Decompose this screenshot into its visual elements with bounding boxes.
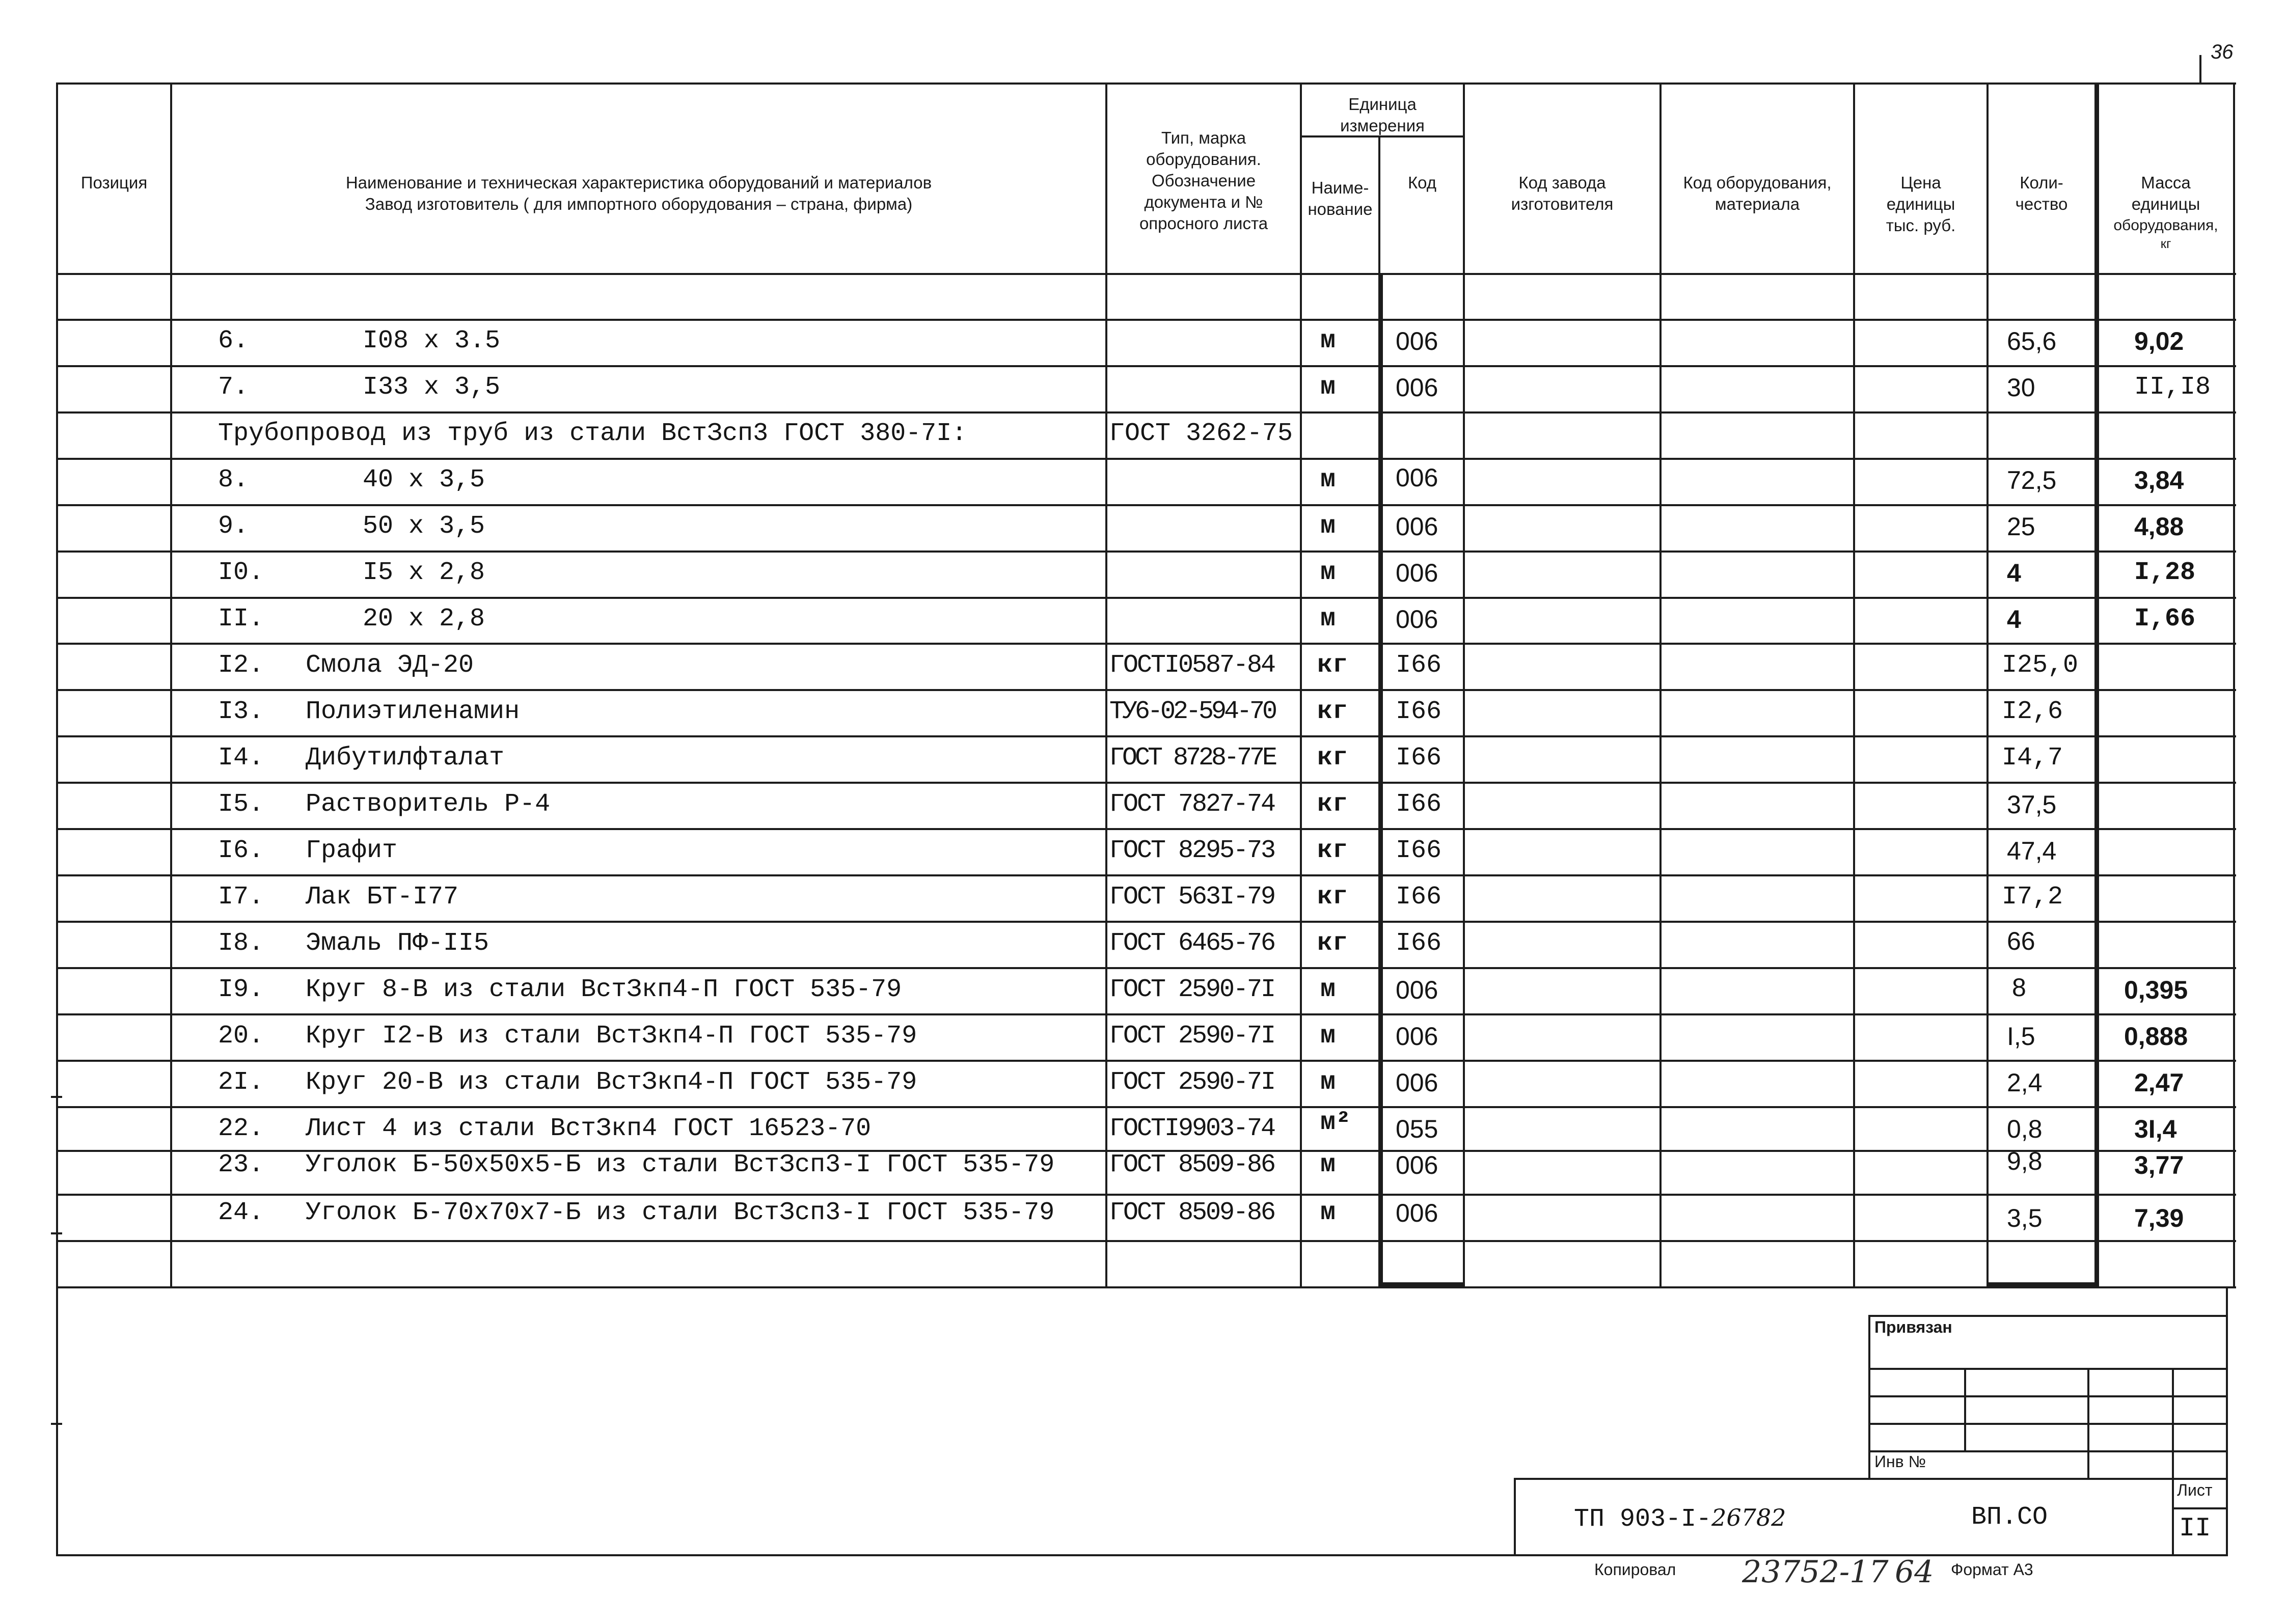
row-number: I0. — [218, 558, 264, 587]
stamp-project-code: ТП 903-I-26782 — [1574, 1504, 1786, 1534]
row-quantity: 4 — [2007, 559, 2021, 587]
row-unit: кг — [1317, 697, 1348, 726]
row-number: 6. — [218, 326, 249, 355]
row-code: 006 — [1396, 373, 1438, 402]
row-doc: ТУ6-02-594-70 — [1109, 697, 1275, 726]
row-unit: м — [1320, 604, 1336, 634]
row-code: 055 — [1396, 1115, 1438, 1143]
row-quantity: 9,8 — [2007, 1147, 2043, 1175]
row-code: I66 — [1396, 929, 1442, 958]
row-code: I66 — [1396, 883, 1442, 912]
footer-copied-label: Копировал — [1594, 1560, 1676, 1579]
row-mass: 3,84 — [2134, 466, 2184, 494]
stamp-bound-label: Привязан — [1874, 1318, 1952, 1336]
row-number: I9. — [218, 975, 264, 1004]
row-doc: ГОСТ 8509-86 — [1109, 1150, 1275, 1179]
header-unit-name: Наиме- нование — [1308, 178, 1373, 218]
row-quantity: 4 — [2007, 605, 2021, 634]
row-unit: м — [1320, 1068, 1336, 1097]
row-unit: м — [1320, 1022, 1336, 1051]
row-name: Эмаль ПФ-II5 — [306, 929, 489, 958]
stamp-inventory-label: Инв № — [1874, 1452, 1926, 1471]
row-unit: м — [1320, 1198, 1336, 1227]
row-quantity: 25 — [2007, 512, 2035, 541]
row-number: 2I. — [218, 1068, 264, 1097]
header-factory-code: Код завода изготовителя — [1511, 173, 1614, 213]
row-number: II. — [218, 604, 264, 634]
row-code: 006 — [1396, 327, 1438, 355]
row-code: I66 — [1396, 697, 1442, 726]
stamp-section: ВП.СО — [1971, 1503, 2048, 1532]
row-quantity: 8 — [2012, 973, 2026, 1002]
group-doc: ГОСТ 3262-75 — [1109, 419, 1293, 448]
row-doc: ГОСТ 2590-7I — [1109, 1068, 1275, 1097]
header-price: Цена единицы тыс. руб. — [1886, 173, 1956, 235]
row-name: I33 x 3,5 — [363, 373, 501, 402]
row-mass: 3I,4 — [2134, 1115, 2177, 1143]
row-unit: кг — [1317, 651, 1348, 680]
row-unit: м² — [1320, 1108, 1351, 1137]
row-number: 7. — [218, 373, 249, 402]
row-number: 22. — [218, 1114, 264, 1143]
row-number: 23. — [218, 1150, 264, 1179]
header-equipment-code: Код оборудования, материала — [1683, 173, 1832, 213]
row-doc: ГОСТ 7827-74 — [1109, 790, 1275, 819]
row-unit: м — [1320, 326, 1336, 355]
row-quantity: I4,7 — [2002, 744, 2063, 773]
row-unit: кг — [1317, 929, 1348, 958]
row-doc: ГОСТ 563I-79 — [1109, 883, 1275, 912]
row-name: I5 x 2,8 — [363, 558, 485, 587]
row-quantity: 37,5 — [2007, 790, 2057, 819]
row-mass: 7,39 — [2134, 1204, 2184, 1232]
row-name: Круг 20-В из стали ВстЗкп4-П ГОСТ 535-79 — [306, 1068, 917, 1097]
row-name: Дибутилфталат — [306, 744, 505, 773]
row-quantity: I25,0 — [2002, 651, 2079, 680]
row-code: 006 — [1396, 463, 1438, 492]
row-name: Уголок Б-50x50x5-Б из стали ВстЗсп3-I ГОСТ 535-79 — [306, 1150, 1055, 1179]
row-quantity: I,5 — [2007, 1022, 2035, 1051]
header-name: Наименование и техническая характеристика оборудований и материалов Завод изготовитель ( для импортного оборудования – страна, фирма) — [345, 173, 932, 213]
row-code: 006 — [1396, 1022, 1438, 1051]
row-name: 40 x 3,5 — [363, 465, 485, 494]
row-number: I2. — [218, 651, 264, 680]
row-mass: 3,77 — [2134, 1151, 2184, 1179]
row-code: I66 — [1396, 744, 1442, 773]
row-doc: ГОСТ 8728-77Е — [1109, 744, 1275, 773]
row-code: 006 — [1396, 512, 1438, 541]
row-quantity: 0,8 — [2007, 1115, 2043, 1143]
row-unit: м — [1320, 975, 1336, 1004]
row-code: 006 — [1396, 605, 1438, 634]
row-doc: ГОСТI9903-74 — [1109, 1114, 1275, 1143]
stamp-project-code-handwritten: 26782 — [1711, 1504, 1786, 1531]
row-quantity: 66 — [2007, 927, 2035, 955]
row-number: I5. — [218, 790, 264, 819]
row-number: 9. — [218, 512, 249, 541]
row-mass: I,28 — [2134, 558, 2196, 587]
row-code: I66 — [1396, 651, 1442, 680]
row-code: 006 — [1396, 1199, 1438, 1227]
row-name: Графит — [306, 836, 398, 865]
row-name: Уголок Б-70x70x7-Б из стали ВстЗсп3-I ГОСТ 535-79 — [306, 1198, 1055, 1227]
row-unit: м — [1320, 512, 1336, 541]
row-unit: кг — [1317, 790, 1348, 819]
row-quantity: 47,4 — [2007, 837, 2057, 865]
row-mass: 9,02 — [2134, 327, 2184, 355]
row-doc: ГОСТI0587-84 — [1109, 651, 1275, 680]
row-mass: 4,88 — [2134, 512, 2184, 541]
row-code: 006 — [1396, 1068, 1438, 1097]
header-unit: Единица измерения — [1340, 95, 1425, 135]
row-code: 006 — [1396, 1151, 1438, 1179]
row-number: 20. — [218, 1022, 264, 1051]
row-number: I3. — [218, 697, 264, 726]
row-mass: II,I8 — [2134, 373, 2211, 402]
row-name: Лак БТ-I77 — [306, 883, 459, 912]
row-code: 006 — [1396, 559, 1438, 587]
header-unit-code: Код — [1407, 173, 1437, 192]
footer-archive-number: 23752-17 — [1742, 1554, 1889, 1590]
group-name: Трубопровод из труб из стали ВстЗсп3 ГОСТ 380-7I: — [218, 419, 967, 448]
row-unit: м — [1320, 373, 1336, 402]
row-code: I66 — [1396, 836, 1442, 865]
row-unit: м — [1320, 1150, 1336, 1179]
footer-archive-page: 64 — [1895, 1554, 1934, 1590]
row-quantity: 2,4 — [2007, 1068, 2043, 1097]
header-quantity: Коли- чество — [2015, 173, 2068, 213]
row-number: I8. — [218, 929, 264, 958]
row-doc: ГОСТ 2590-7I — [1109, 975, 1275, 1004]
row-doc: ГОСТ 8295-73 — [1109, 836, 1275, 865]
header-position: Позиция — [80, 173, 148, 192]
row-unit: кг — [1317, 744, 1348, 773]
row-name: Круг 8-В из стали ВстЗкп4-П ГОСТ 535-79 — [306, 975, 902, 1004]
row-quantity: 30 — [2007, 373, 2035, 402]
stamp-sheet-label: Лист — [2177, 1481, 2213, 1499]
row-number: I4. — [218, 744, 264, 773]
row-name: Лист 4 из стали ВстЗкп4 ГОСТ 16523-70 — [306, 1114, 872, 1143]
row-number: 8. — [218, 465, 249, 494]
stamp-sheet-number: II — [2179, 1513, 2211, 1544]
row-mass: 0,888 — [2124, 1022, 2188, 1051]
row-code: I66 — [1396, 790, 1442, 819]
row-quantity: 3,5 — [2007, 1204, 2043, 1232]
row-mass: I,66 — [2134, 604, 2196, 634]
row-mass: 0,395 — [2124, 976, 2188, 1004]
row-name: Растворитель Р-4 — [306, 790, 551, 819]
row-code: 006 — [1396, 976, 1438, 1004]
row-name: Полиэтиленамин — [306, 697, 520, 726]
row-number: 24. — [218, 1198, 264, 1227]
row-quantity: I2,6 — [2002, 697, 2063, 726]
row-unit: кг — [1317, 836, 1348, 865]
header-mass: Масса единицы оборудования, кг — [2113, 173, 2218, 251]
row-doc: ГОСТ 8509-86 — [1109, 1198, 1275, 1227]
row-name: 50 x 3,5 — [363, 512, 485, 541]
row-name: I08 x 3.5 — [363, 326, 501, 355]
row-name: 20 x 2,8 — [363, 604, 485, 634]
row-doc: ГОСТ 6465-76 — [1109, 929, 1275, 958]
row-quantity: 65,6 — [2007, 327, 2057, 355]
row-unit: м — [1320, 558, 1336, 587]
footer-format-label: Формат А3 — [1951, 1560, 2033, 1579]
corner-page-number: 36 — [2211, 41, 2234, 63]
row-unit: кг — [1317, 883, 1348, 912]
row-number: I6. — [218, 836, 264, 865]
row-unit: м — [1320, 465, 1336, 494]
row-name: Смола ЭД-20 — [306, 651, 474, 680]
header-type: Тип, марка оборудования. Обозначение документа и № опросного листа — [1139, 128, 1268, 233]
row-quantity: I7,2 — [2002, 883, 2063, 912]
row-doc: ГОСТ 2590-7I — [1109, 1022, 1275, 1051]
row-mass: 2,47 — [2134, 1068, 2184, 1097]
row-number: I7. — [218, 883, 264, 912]
row-name: Круг I2-В из стали ВстЗкп4-П ГОСТ 535-79 — [306, 1022, 917, 1051]
row-quantity: 72,5 — [2007, 466, 2057, 494]
